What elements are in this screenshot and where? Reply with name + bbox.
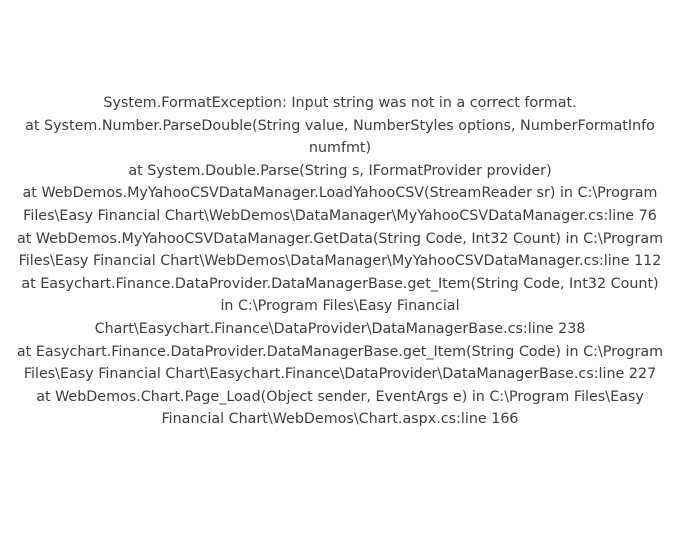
stack-trace-line: at WebDemos.MyYahooCSVDataManager.LoadYahooCSV(StreamReader sr) in C:\Program Files\Easy Financial Chart\WebDemos\DataManager\MyYahooCSVDataManager.cs:line 76 [22,185,658,224]
stack-trace-line: at WebDemos.Chart.Page_Load(Object sender, EventArgs e) in C:\Program Files\Easy Financial Chart\WebDemos\Chart.aspx.cs:line 166 [36,388,644,428]
stack-trace-line: System.FormatException: Input string was not in a correct format. [103,95,577,111]
stack-trace-line: at System.Number.ParseDouble(String value, NumberStyles options, NumberFormatInfo numfmt) [25,117,655,157]
exception-stack-trace [0,92,680,431]
stack-trace-line: at Easychart.Finance.DataProvider.DataManagerBase.get_Item(String Code, Int32 Count) in C:\Program Files\Easy Financial Chart\Easychart.Finance\DataProvider\DataManagerBase.cs:line 238 [21,275,659,337]
stack-trace-line: at System.Double.Parse(String s, IFormatProvider provider) [128,162,552,179]
stack-trace-line: at Easychart.Finance.DataProvider.DataManagerBase.get_Item(String Code) in C:\Program Files\Easy Financial Chart\Easychart.Finance\DataProvider\DataManagerBase.cs:line 227 [16,343,664,383]
stack-trace-line: at WebDemos.MyYahooCSVDataManager.GetData(String Code, Int32 Count) in C:\Program Files\Easy Financial Chart\WebDemos\DataManager\MyYahooCSVDataManager.cs:line 112 [16,230,664,270]
